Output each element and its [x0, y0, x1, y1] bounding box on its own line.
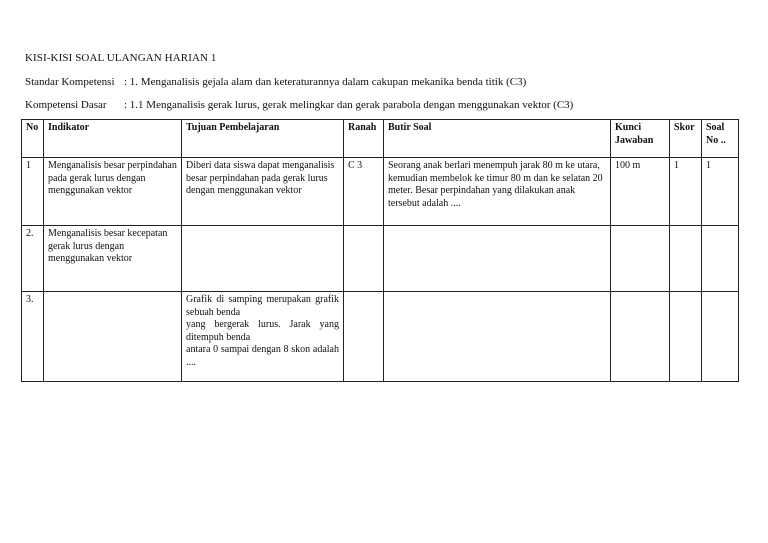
- cell-ranah: C 3: [344, 158, 384, 226]
- header-soal-no: Soal No ..: [702, 120, 739, 158]
- cell-tujuan-pembelajaran: Diberi data siswa dapat menganalisis besar perpindahan pada gerak lurus dengan menggunakan vektor: [182, 158, 344, 226]
- cell-skor: 1: [670, 158, 702, 226]
- table-header-row: [22, 120, 739, 158]
- cell-butir-soal: [384, 226, 611, 292]
- header-skor: Skor: [670, 120, 702, 158]
- cell-butir-soal: [384, 292, 611, 382]
- cell-kunci-jawaban: 100 m: [611, 158, 670, 226]
- kompetensi-dasar-label: Kompetensi Dasar: [25, 99, 107, 111]
- header-kunci-jawaban: Kunci Jawaban: [611, 120, 670, 158]
- table-row: [22, 226, 739, 292]
- cell-skor: [670, 226, 702, 292]
- cell-soal-no: [702, 292, 739, 382]
- header-butir-soal: Butir Soal: [384, 120, 611, 158]
- header-no: No: [22, 120, 44, 158]
- cell-no: 3.: [22, 292, 44, 382]
- tujuan-line: antara 0 sampai dengan 8 skon adalah ....: [186, 344, 339, 368]
- cell-soal-no: [702, 226, 739, 292]
- cell-ranah: [344, 292, 384, 382]
- header-tujuan-pembelajaran: Tujuan Pembelajaran: [182, 120, 344, 158]
- cell-no: 2.: [22, 226, 44, 292]
- cell-soal-no: 1: [702, 158, 739, 226]
- cell-indikator: Menganalisis besar perpindahan pada gerak lurus dengan menggunakan vektor: [44, 158, 182, 226]
- standar-kompetensi-value: : 1. Menganalisis gejala alam dan keteraturannya dalam cakupan mekanika benda titik (C3): [124, 76, 527, 88]
- tujuan-line: Grafik di samping merupakan grafik sebuah benda: [186, 294, 339, 318]
- header-indikator: Indikator: [44, 120, 182, 158]
- cell-kunci-jawaban: [611, 292, 670, 382]
- table-row: [22, 158, 739, 226]
- tujuan-line: yang bergerak lurus. Jarak yang ditempuh benda: [186, 319, 339, 343]
- standar-kompetensi-label: Standar Kompetensi: [25, 76, 115, 88]
- cell-indikator: [44, 292, 182, 382]
- standar-kompetensi-line: [25, 76, 527, 88]
- cell-no: 1: [22, 158, 44, 226]
- cell-skor: [670, 292, 702, 382]
- kompetensi-dasar-line: [25, 99, 574, 111]
- header-ranah: Ranah: [344, 120, 384, 158]
- cell-indikator: Menganalisis besar kecepatan gerak lurus dengan menggunakan vektor: [44, 226, 182, 292]
- cell-tujuan-pembelajaran: [182, 292, 344, 382]
- cell-ranah: [344, 226, 384, 292]
- kompetensi-dasar-value: : 1.1 Menganalisis gerak lurus, gerak melingkar dan gerak parabola dengan menggunakan vektor (C3): [124, 99, 574, 111]
- kisi-kisi-table: [21, 119, 739, 382]
- document-title: KISI-KISI SOAL ULANGAN HARIAN 1: [25, 52, 217, 64]
- table-row: [22, 292, 739, 382]
- cell-tujuan-pembelajaran: [182, 226, 344, 292]
- cell-butir-soal: Seorang anak berlari menempuh jarak 80 m ke utara, kemudian membelok ke timur 80 m dan ke selatan 20 meter. Besar perpindahan yang dilakukan anak tersebut adalah ....: [384, 158, 611, 226]
- cell-kunci-jawaban: [611, 226, 670, 292]
